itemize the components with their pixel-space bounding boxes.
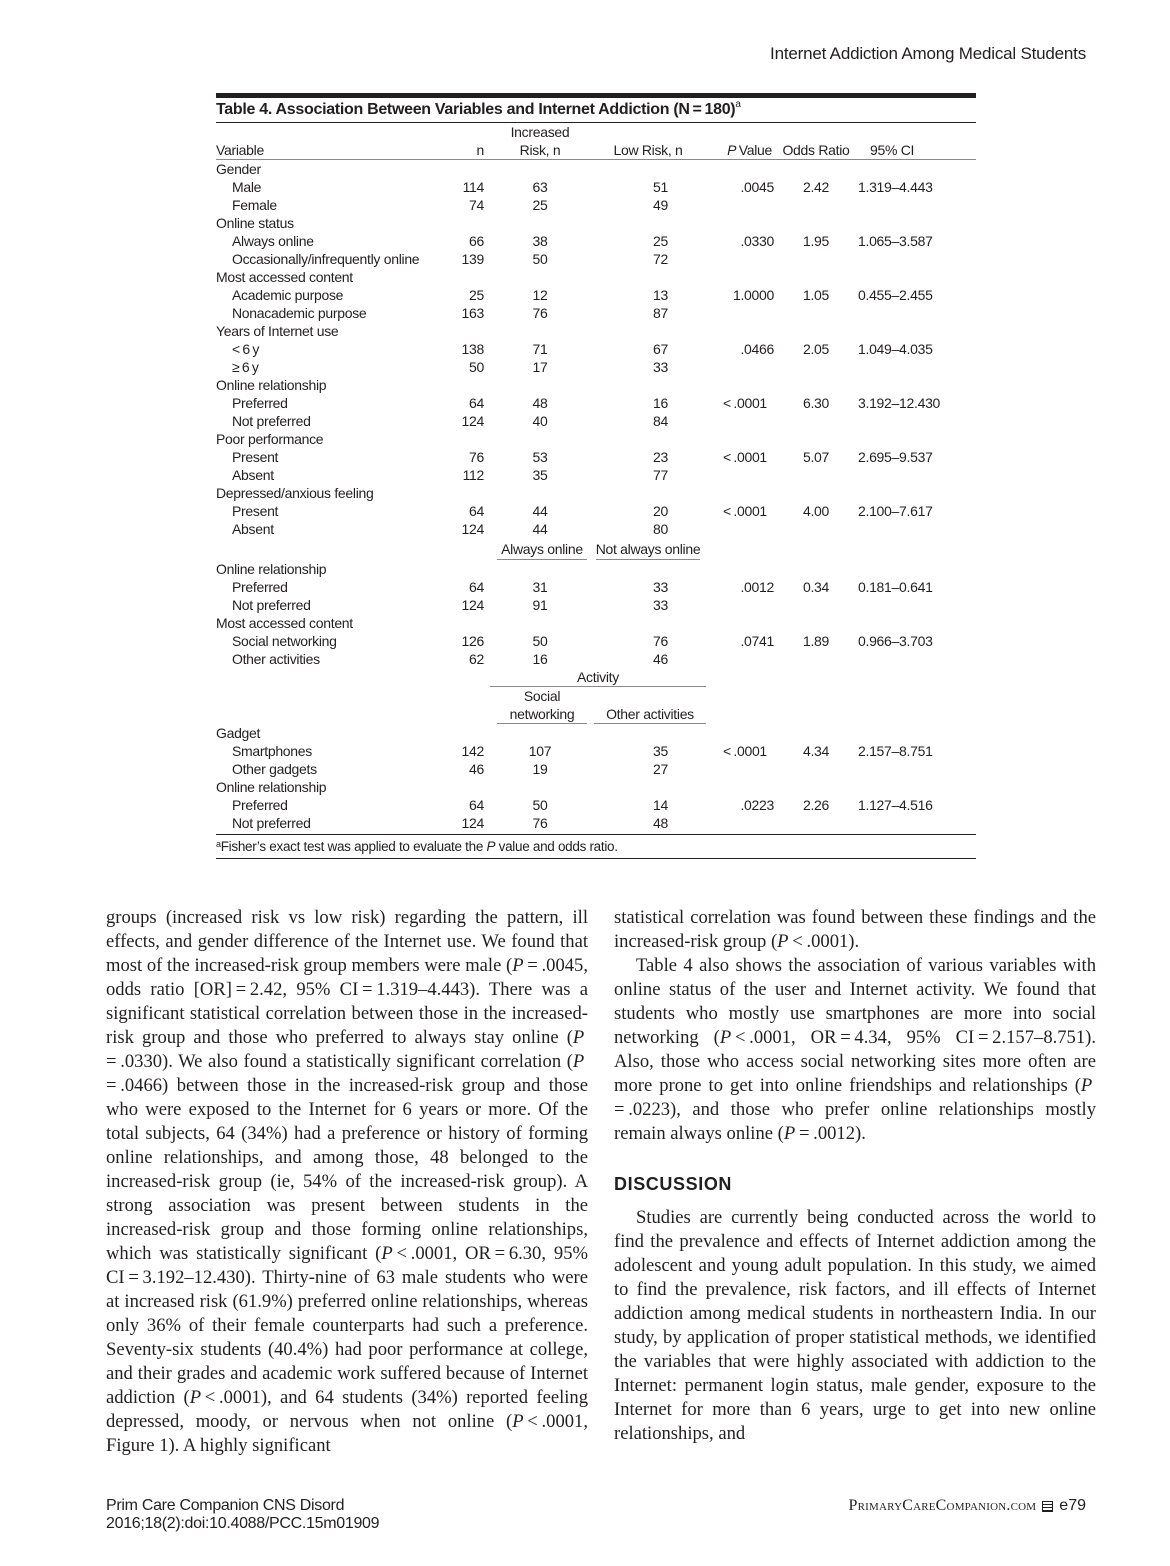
cell-group-b: 49 bbox=[653, 197, 668, 213]
cell-odds-ratio: 4.00 bbox=[802, 503, 830, 519]
body-paragraph: statistical correlation was found between these findings and the increased-risk group (P < .0001). bbox=[614, 907, 1096, 952]
data-table bbox=[216, 123, 976, 832]
italic-symbol: P bbox=[719, 1027, 732, 1048]
table-row bbox=[216, 742, 976, 760]
footnote-marker: a bbox=[216, 839, 221, 849]
cell-odds-ratio bbox=[780, 466, 852, 484]
subheader-not-always-online: Not always online bbox=[596, 540, 701, 560]
table-row bbox=[216, 196, 976, 214]
cell-n: 46 bbox=[469, 761, 484, 777]
header-ci: 95% CI bbox=[852, 141, 976, 160]
cell-odds-ratio bbox=[780, 250, 852, 268]
cell-group-a: 44 bbox=[532, 521, 548, 537]
italic-symbol: P bbox=[512, 955, 524, 976]
cell-p-value: < .0001 bbox=[723, 503, 767, 519]
cell-p-value: .0741 bbox=[740, 633, 774, 649]
group-label: Depressed/anxious feeling bbox=[216, 485, 374, 501]
cell-p-value bbox=[702, 250, 780, 268]
footnote-italic-p: P bbox=[486, 839, 496, 854]
section-risk-groups bbox=[216, 160, 976, 539]
row-label: Smartphones bbox=[232, 743, 312, 759]
table-row bbox=[216, 232, 976, 250]
cell-group-b: 48 bbox=[653, 815, 668, 831]
cell-n: 76 bbox=[469, 449, 484, 465]
cell-group-b: 72 bbox=[653, 251, 668, 267]
table-group-row bbox=[216, 160, 976, 179]
cell-p-value bbox=[702, 304, 780, 322]
cell-ci bbox=[852, 650, 976, 668]
cell-ci bbox=[852, 358, 976, 376]
cell-group-b: 51 bbox=[653, 179, 668, 195]
subheader-social-line2: networking bbox=[509, 706, 575, 722]
cell-group-a: 50 bbox=[532, 633, 548, 649]
row-label: < 6 y bbox=[232, 341, 260, 357]
subheader-activity: Activity bbox=[490, 668, 706, 687]
italic-symbol: P bbox=[381, 1243, 393, 1264]
table-group-row bbox=[216, 322, 976, 340]
cell-group-a: 76 bbox=[532, 815, 548, 831]
section-online-status bbox=[216, 560, 976, 668]
footnote-text-2: value and odds ratio. bbox=[495, 839, 618, 854]
cell-odds-ratio bbox=[780, 760, 852, 778]
cell-ci bbox=[852, 412, 976, 430]
cell-n: 64 bbox=[469, 579, 484, 595]
cell-group-a: 44 bbox=[532, 503, 548, 519]
cell-group-b: 13 bbox=[653, 287, 668, 303]
cell-n: 163 bbox=[461, 305, 484, 321]
cell-group-a: 35 bbox=[532, 467, 548, 483]
cell-group-b: 46 bbox=[653, 651, 668, 667]
row-label: Not preferred bbox=[232, 815, 311, 831]
cell-n: 114 bbox=[462, 179, 484, 195]
subheader-other-activities: Other activities bbox=[594, 705, 706, 724]
cell-ci bbox=[852, 760, 976, 778]
cell-p-value bbox=[702, 650, 780, 668]
table-row bbox=[216, 632, 976, 650]
header-p-value bbox=[702, 141, 780, 160]
cell-odds-ratio bbox=[780, 520, 852, 538]
cell-ci bbox=[852, 520, 976, 538]
section-heading-discussion: DISCUSSION bbox=[614, 1174, 733, 1194]
table-title-text: Table 4. Association Between Variables and Internet Addiction (N = 180) bbox=[216, 101, 736, 118]
row-label: Other gadgets bbox=[232, 761, 317, 777]
running-head: Internet Addiction Among Medical Students bbox=[770, 44, 1086, 63]
footnote-text-1: Fisher’s exact test was applied to evaluate the bbox=[220, 839, 487, 854]
cell-odds-ratio: 1.05 bbox=[802, 287, 830, 303]
row-label: Occasionally/infrequently online bbox=[232, 251, 420, 267]
cell-ci: 1.127–4.516 bbox=[858, 797, 933, 813]
cell-n: 64 bbox=[469, 797, 484, 813]
table-4 bbox=[216, 93, 976, 859]
cell-n: 62 bbox=[469, 651, 484, 667]
table-row bbox=[216, 304, 976, 322]
cell-odds-ratio bbox=[780, 596, 852, 614]
cell-group-a: 12 bbox=[532, 287, 548, 303]
row-label: Female bbox=[232, 197, 277, 213]
cell-odds-ratio bbox=[780, 358, 852, 376]
table-group-row bbox=[216, 376, 976, 394]
body-paragraph: groups (increased risk vs low risk) regarding the pattern, ill effects, and gender difference of the Internet use. We found that most of the increased-risk group members were male (P = .0045, odds ratio [OR] = 2.42, 95% CI = 1.319–4.443). There was a significant statistical correlation between those in the increased-risk group and those who preferred to always stay online (P = .0330). We also found a statistically significant correlation (P = .0466) between those in the increased-risk group and those who were exposed to the Internet for 6 years or more. Of the total subjects, 64 (34%) had a preference or history of forming online relationships, and among those, 48 belonged to the increased-risk group (ie, 54% of the increased-risk group). A strong association was present between students in the increased-risk group and those forming online relationships, which was statistically significant (P < .0001, OR = 6.30, 95% CI = 3.192–12.430). Thirty-nine of 63 male students who were at increased risk (61.9%) preferred online relationships, whereas only 36% of their female counterparts had such a preference. Seventy-six students (40.4%) had poor performance at college, and their grades and academic work suffered because of Internet addiction (P < .0001), and 64 students (34%) reported feeling depressed, moody, or nervous when not online (P < .0001, Figure 1). A highly significant bbox=[106, 907, 589, 1456]
cell-ci: 3.192–12.430 bbox=[858, 395, 941, 411]
cell-p-value bbox=[702, 760, 780, 778]
italic-symbol: P bbox=[783, 1123, 796, 1144]
cell-group-a: 48 bbox=[532, 395, 548, 411]
cell-group-a: 63 bbox=[532, 179, 548, 195]
header-increased-line1: Increased bbox=[510, 124, 570, 140]
cell-odds-ratio: 4.34 bbox=[802, 743, 830, 759]
subheader-social-line1: Social bbox=[523, 688, 561, 704]
cell-n: 64 bbox=[469, 503, 484, 519]
table-row bbox=[216, 466, 976, 484]
cell-group-a: 25 bbox=[532, 197, 548, 213]
table-row bbox=[216, 502, 976, 520]
italic-symbol: P bbox=[572, 1051, 585, 1072]
group-label: Online relationship bbox=[216, 561, 327, 577]
cell-n: 124 bbox=[461, 815, 484, 831]
table-row bbox=[216, 394, 976, 412]
cell-group-a: 50 bbox=[532, 251, 548, 267]
cell-ci: 0.966–3.703 bbox=[858, 633, 933, 649]
cell-n: 50 bbox=[469, 359, 484, 375]
subheader-social-networking bbox=[497, 687, 587, 724]
cell-n: 124 bbox=[461, 413, 484, 429]
italic-symbol: P bbox=[1080, 1075, 1093, 1096]
row-label: ≥ 6 y bbox=[232, 359, 259, 375]
cell-group-a: 16 bbox=[532, 651, 548, 667]
cell-odds-ratio: 2.26 bbox=[802, 797, 830, 813]
section-activity-header bbox=[216, 668, 976, 724]
group-label: Most accessed content bbox=[216, 615, 353, 631]
row-label: Always online bbox=[232, 233, 314, 249]
body-paragraph: Studies are currently being conducted across the world to find the prevalence and effects of Internet addiction among the adolescent and young adult population. In this study, we aimed to find the prevalence, risk factors, and ill effects of Internet addiction among medical students in northeastern India. In our study, by application of proper statistical methods, we identified the variables that were highly associated with addiction to the Internet: permanent login status, male gender, exposure to the Internet for more than 6 years, urge to get into new online relationships, and bbox=[614, 1207, 1096, 1444]
group-label: Most accessed content bbox=[216, 269, 353, 285]
table-row bbox=[216, 250, 976, 268]
cell-group-a: 40 bbox=[532, 413, 548, 429]
table-group-row bbox=[216, 214, 976, 232]
table-group-row bbox=[216, 724, 976, 742]
row-label: Preferred bbox=[232, 395, 288, 411]
cell-ci: 2.157–8.751 bbox=[858, 743, 933, 759]
header-p-italic: P bbox=[727, 142, 737, 158]
header-n: n bbox=[442, 141, 486, 160]
table-group-row bbox=[216, 268, 976, 286]
cell-group-b: 77 bbox=[653, 467, 668, 483]
cell-n: 139 bbox=[461, 251, 484, 267]
table-row bbox=[216, 448, 976, 466]
cell-odds-ratio: 0.34 bbox=[802, 579, 830, 595]
group-label: Online relationship bbox=[216, 779, 327, 795]
cell-p-value bbox=[702, 358, 780, 376]
cell-p-value: .0045 bbox=[740, 179, 774, 195]
cell-group-b: 33 bbox=[653, 359, 668, 375]
row-label: Present bbox=[232, 503, 279, 519]
cell-group-a: 38 bbox=[532, 233, 548, 249]
cell-group-a: 31 bbox=[532, 579, 548, 595]
group-label: Gender bbox=[216, 161, 261, 177]
group-label: Online status bbox=[216, 215, 294, 231]
cell-group-b: 33 bbox=[653, 597, 668, 613]
page-number: e79 bbox=[1059, 1497, 1086, 1514]
header-odds-ratio: Odds Ratio bbox=[780, 141, 852, 160]
cell-group-b: 14 bbox=[653, 797, 668, 813]
row-label: Preferred bbox=[232, 797, 288, 813]
group-label: Online relationship bbox=[216, 377, 327, 393]
cell-p-value: < .0001 bbox=[723, 395, 767, 411]
row-label: Not preferred bbox=[232, 413, 311, 429]
table-row bbox=[216, 286, 976, 304]
cell-p-value: < .0001 bbox=[723, 449, 767, 465]
footer-doi: 2016;18(2):doi:10.4088/PCC.15m01909 bbox=[106, 1515, 380, 1532]
cell-ci bbox=[852, 596, 976, 614]
table-title-footnote-marker: a bbox=[735, 99, 741, 110]
cell-n: 124 bbox=[461, 597, 484, 613]
cell-p-value bbox=[702, 196, 780, 214]
cell-p-value: .0012 bbox=[740, 579, 774, 595]
table-row bbox=[216, 412, 976, 430]
cell-group-a: 19 bbox=[532, 761, 548, 777]
cell-group-b: 76 bbox=[653, 633, 668, 649]
table-group-row bbox=[216, 778, 976, 796]
subheader-always-online: Always online bbox=[497, 540, 587, 560]
cell-odds-ratio bbox=[780, 196, 852, 214]
cell-odds-ratio: 6.30 bbox=[802, 395, 830, 411]
cell-p-value: .0330 bbox=[740, 233, 774, 249]
cell-ci: 1.319–4.443 bbox=[858, 179, 933, 195]
section-activity bbox=[216, 724, 976, 832]
section-online-status-header bbox=[216, 538, 976, 560]
row-label: Not preferred bbox=[232, 597, 311, 613]
group-label: Years of Internet use bbox=[216, 323, 339, 339]
table-row bbox=[216, 596, 976, 614]
header-variable: Variable bbox=[216, 141, 442, 160]
table-group-row bbox=[216, 430, 976, 448]
square-separator-icon bbox=[1042, 1501, 1053, 1512]
row-label: Absent bbox=[232, 467, 274, 483]
cell-p-value bbox=[702, 466, 780, 484]
row-label: Male bbox=[232, 179, 262, 195]
table-row bbox=[216, 340, 976, 358]
cell-group-a: 76 bbox=[532, 305, 548, 321]
cell-odds-ratio bbox=[780, 412, 852, 430]
italic-symbol: P bbox=[572, 1027, 585, 1048]
footer-site bbox=[849, 1497, 1086, 1515]
cell-ci bbox=[852, 196, 976, 214]
italic-symbol: P bbox=[777, 931, 789, 952]
cell-group-b: 35 bbox=[653, 743, 668, 759]
cell-odds-ratio bbox=[780, 814, 852, 832]
row-label: Academic purpose bbox=[232, 287, 344, 303]
footer-journal: Prim Care Companion CNS Disord bbox=[106, 1497, 345, 1514]
cell-ci: 1.065–3.587 bbox=[858, 233, 933, 249]
footer-citation bbox=[106, 1497, 379, 1533]
cell-ci: 2.100–7.617 bbox=[858, 503, 933, 519]
table-row bbox=[216, 358, 976, 376]
cell-n: 138 bbox=[461, 341, 484, 357]
cell-n: 74 bbox=[469, 197, 484, 213]
cell-ci bbox=[852, 466, 976, 484]
cell-ci: 1.049–4.035 bbox=[858, 341, 933, 357]
cell-odds-ratio: 1.89 bbox=[802, 633, 830, 649]
cell-n: 124 bbox=[461, 521, 484, 537]
cell-odds-ratio: 1.95 bbox=[802, 233, 830, 249]
cell-group-b: 80 bbox=[653, 521, 668, 537]
row-label: Nonacademic purpose bbox=[232, 305, 367, 321]
cell-p-value: 1.0000 bbox=[732, 287, 774, 303]
table-row bbox=[216, 650, 976, 668]
cell-group-b: 25 bbox=[653, 233, 668, 249]
cell-odds-ratio: 2.42 bbox=[802, 179, 830, 195]
group-label: Gadget bbox=[216, 725, 261, 741]
cell-odds-ratio: 2.05 bbox=[802, 341, 830, 357]
cell-group-b: 84 bbox=[653, 413, 668, 429]
table-row bbox=[216, 796, 976, 814]
table-row bbox=[216, 578, 976, 596]
body-column-right bbox=[614, 906, 1096, 1446]
cell-group-a: 107 bbox=[528, 743, 552, 759]
cell-group-b: 16 bbox=[653, 395, 668, 411]
cell-group-a: 91 bbox=[532, 597, 548, 613]
cell-n: 142 bbox=[461, 743, 484, 759]
table-group-row bbox=[216, 614, 976, 632]
cell-ci bbox=[852, 304, 976, 322]
table-group-row bbox=[216, 484, 976, 502]
cell-odds-ratio bbox=[780, 650, 852, 668]
cell-ci: 0.181–0.641 bbox=[858, 579, 933, 595]
cell-p-value bbox=[702, 596, 780, 614]
cell-p-value bbox=[702, 520, 780, 538]
row-label: Absent bbox=[232, 521, 274, 537]
cell-p-value: .0466 bbox=[740, 341, 774, 357]
cell-n: 66 bbox=[469, 233, 484, 249]
row-label: Preferred bbox=[232, 579, 288, 595]
cell-group-b: 20 bbox=[653, 503, 668, 519]
cell-n: 126 bbox=[461, 633, 484, 649]
cell-ci bbox=[852, 250, 976, 268]
cell-p-value bbox=[702, 412, 780, 430]
cell-n: 64 bbox=[469, 395, 484, 411]
cell-group-b: 27 bbox=[653, 761, 668, 777]
cell-group-b: 23 bbox=[653, 449, 668, 465]
cell-p-value bbox=[702, 814, 780, 832]
table-group-row bbox=[216, 560, 976, 578]
cell-group-b: 33 bbox=[653, 579, 668, 595]
table-row bbox=[216, 760, 976, 778]
row-label: Social networking bbox=[232, 633, 337, 649]
cell-group-a: 71 bbox=[532, 341, 548, 357]
table-row bbox=[216, 520, 976, 538]
footer-site-link[interactable]: PrimaryCareCompanion.com bbox=[848, 1497, 1037, 1514]
table-row bbox=[216, 814, 976, 832]
cell-ci bbox=[852, 814, 976, 832]
header-low-risk: Low Risk, n bbox=[594, 141, 702, 160]
cell-odds-ratio: 5.07 bbox=[802, 449, 830, 465]
cell-ci: 2.695–9.537 bbox=[858, 449, 933, 465]
table-footnote bbox=[216, 834, 976, 859]
cell-group-b: 87 bbox=[653, 305, 668, 321]
row-label: Present bbox=[232, 449, 279, 465]
cell-group-a: 17 bbox=[532, 359, 548, 375]
cell-group-b: 67 bbox=[653, 341, 668, 357]
row-label: Other activities bbox=[232, 651, 320, 667]
cell-odds-ratio bbox=[780, 304, 852, 322]
cell-n: 25 bbox=[469, 287, 484, 303]
cell-p-value: .0223 bbox=[740, 797, 774, 813]
cell-ci: 0.455–2.455 bbox=[858, 287, 933, 303]
cell-group-a: 50 bbox=[532, 797, 548, 813]
header-p-suffix: Value bbox=[738, 142, 772, 158]
header-increased-line2: Risk, n bbox=[486, 141, 594, 160]
table-title bbox=[216, 98, 976, 123]
table-row bbox=[216, 178, 976, 196]
body-paragraph: Table 4 also shows the association of various variables with online status of the user and Internet activity. We found that students who mostly use smartphones are more into social networking (P < .0001, OR = 4.34, 95% CI = 2.157–8.751). Also, those who access social networking sites more often are more prone to get into online friendships and relationships (P = .0223), and those who prefer online relationships mostly remain always online (P = .0012). bbox=[614, 955, 1096, 1144]
body-column-left bbox=[106, 906, 588, 1458]
cell-p-value: < .0001 bbox=[723, 743, 767, 759]
italic-symbol: P bbox=[512, 1411, 524, 1432]
group-label: Poor performance bbox=[216, 431, 324, 447]
cell-n: 112 bbox=[462, 467, 484, 483]
cell-group-a: 53 bbox=[532, 449, 548, 465]
italic-symbol: P bbox=[189, 1387, 202, 1408]
